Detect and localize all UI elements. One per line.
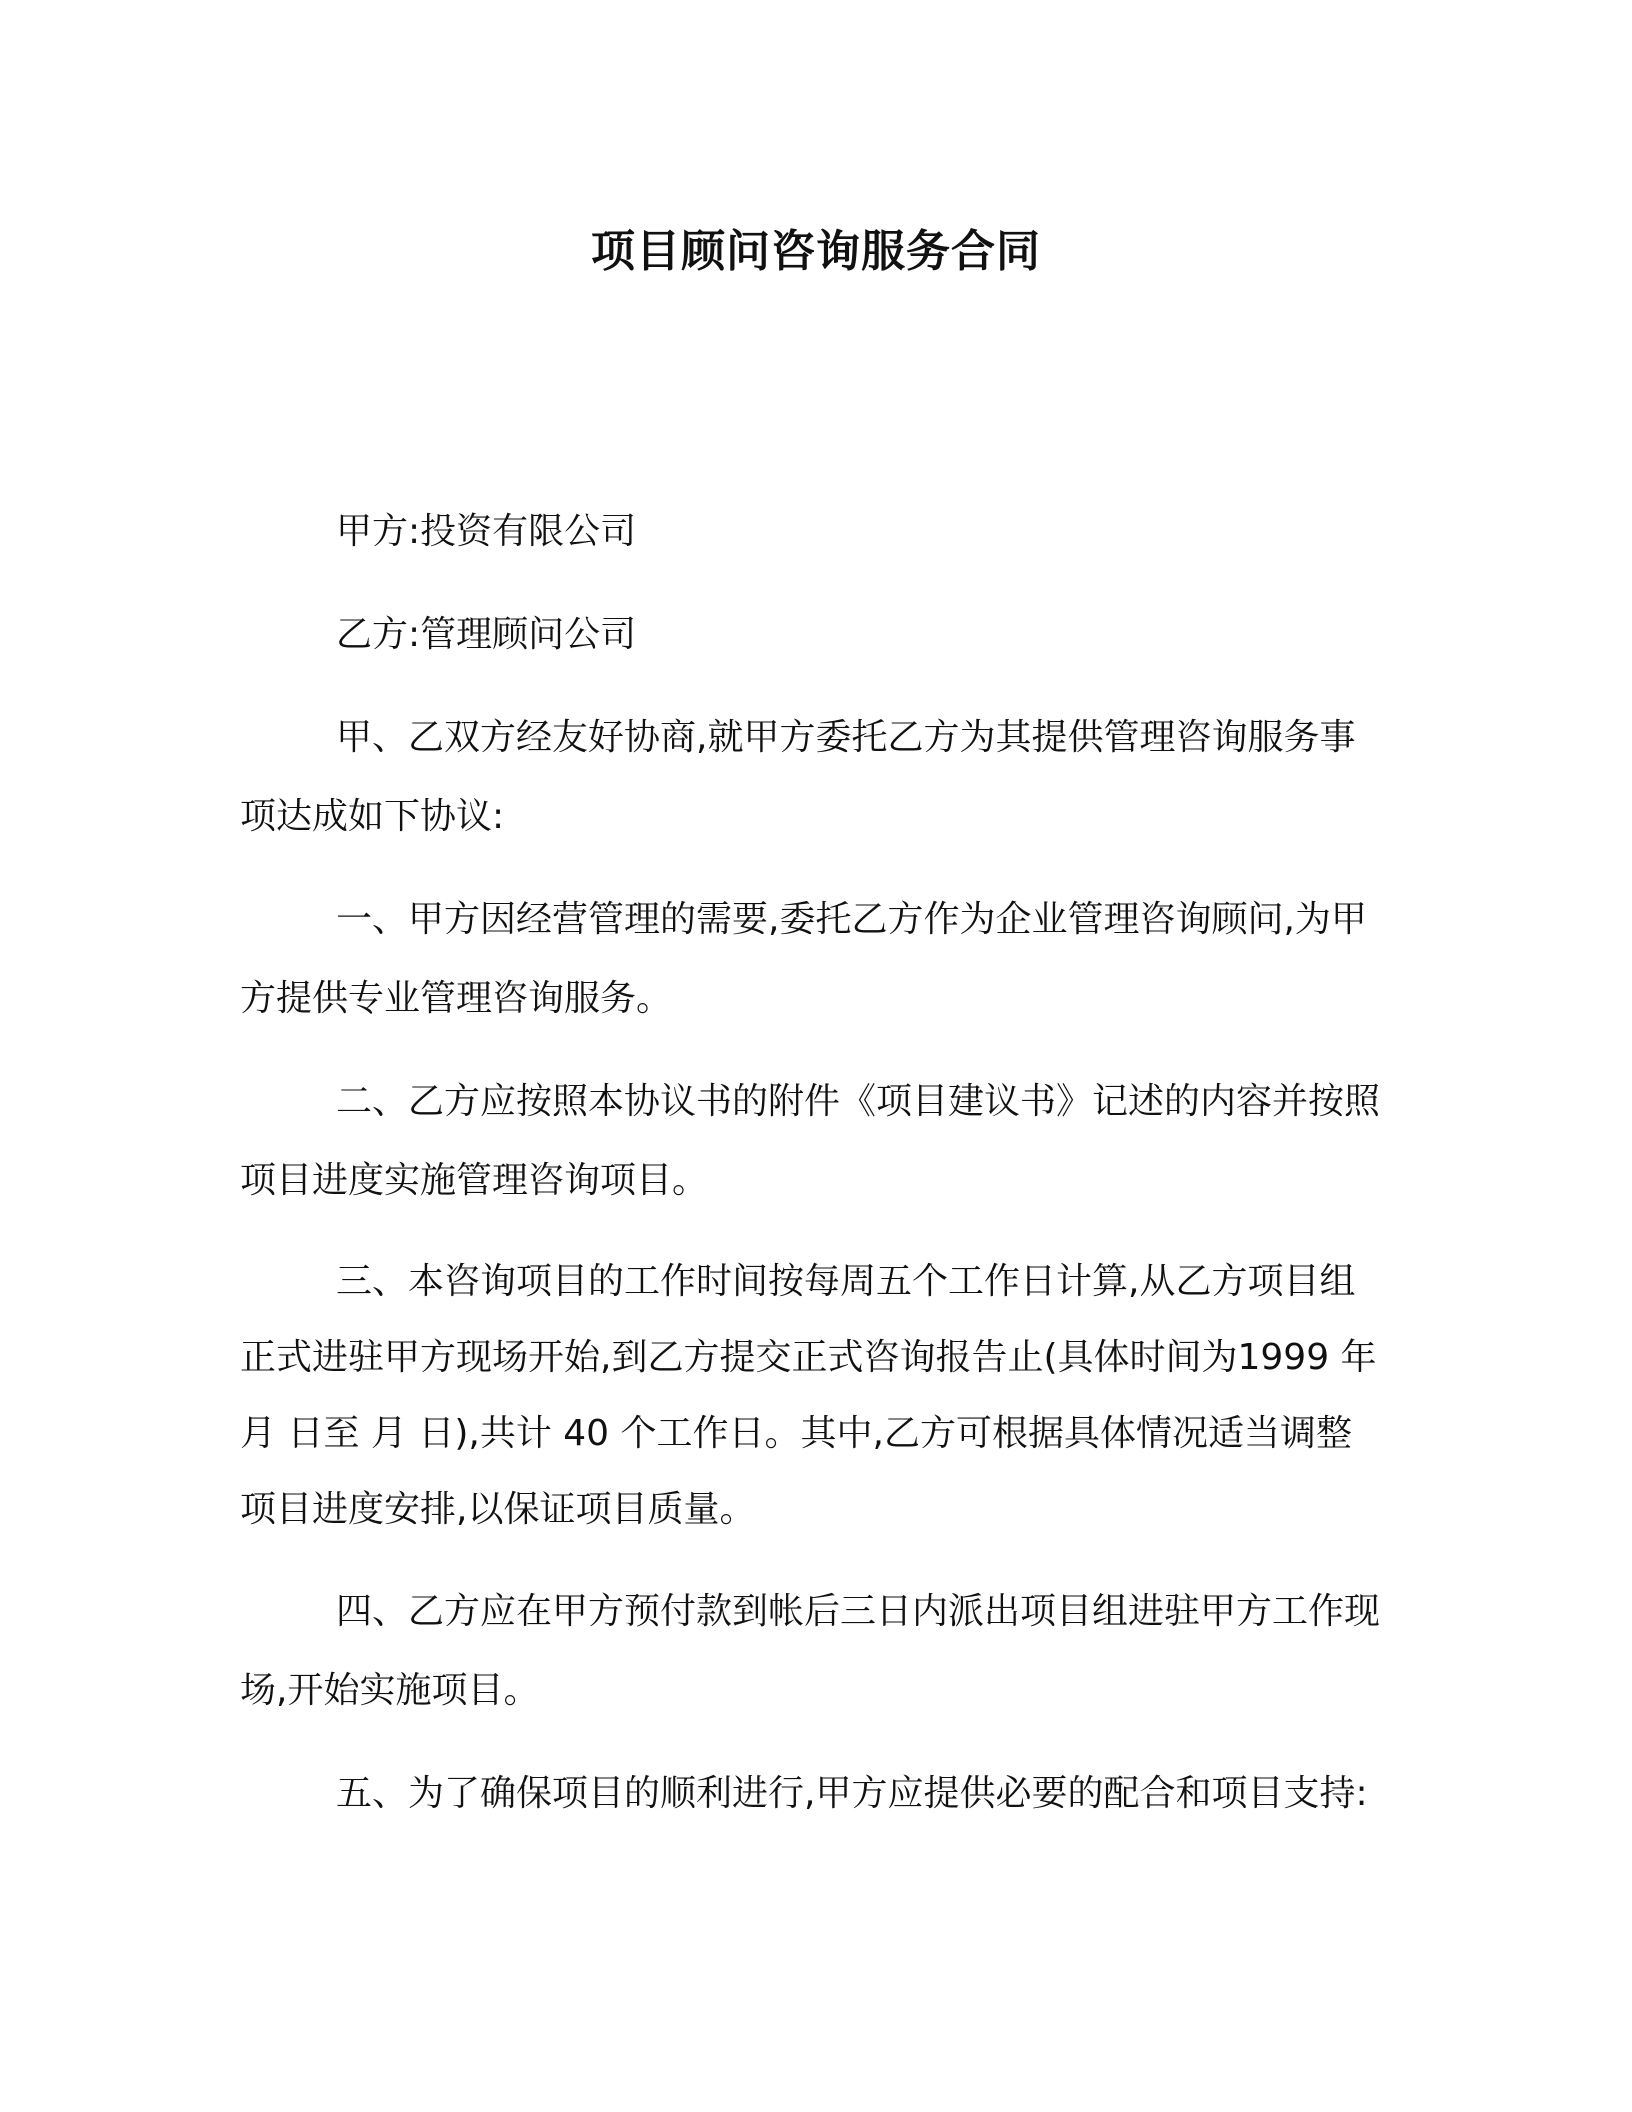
clause-2-paragraph: 二、乙方应按照本协议书的附件《项目建议书》记述的内容并按照项目进度实施管理咨询项目。 <box>240 1081 1381 1201</box>
preamble-paragraph: 甲、乙双方经友好协商,就甲方委托乙方为其提供管理咨询服务事项达成如下协议: <box>240 717 1356 837</box>
clause-5-paragraph: 五、为了确保项目的顺利进行,甲方应提供必要的配合和项目支持: <box>336 1773 1368 1814</box>
clause-4-paragraph: 四、乙方应在甲方预付款到帐后三日内派出项目组进驻甲方工作现场,开始实施项目。 <box>240 1591 1381 1711</box>
party-a-line: 甲方:投资有限公司 <box>336 511 637 552</box>
document-title: 项目顾问咨询服务合同 <box>591 226 1041 277</box>
document-body <box>240 492 1380 1833</box>
clause-1-paragraph: 一、甲方因经营管理的需要,委托乙方作为企业管理咨询顾问,为甲方提供专业管理咨询服务。 <box>240 899 1367 1019</box>
clause-3-paragraph: 三、本咨询项目的工作时间按每周五个工作日计算,从乙方项目组正式进驻甲方现场开始,到乙方提交正式咨询报告止(具体时间为1999 年 月 日至 月 日),共计 40 个工作日。其中,乙方可根据具体情况适当调整项目进度安排,以保证项目质量。 <box>240 1261 1377 1530</box>
party-b-line: 乙方:管理顾问公司 <box>336 614 637 655</box>
